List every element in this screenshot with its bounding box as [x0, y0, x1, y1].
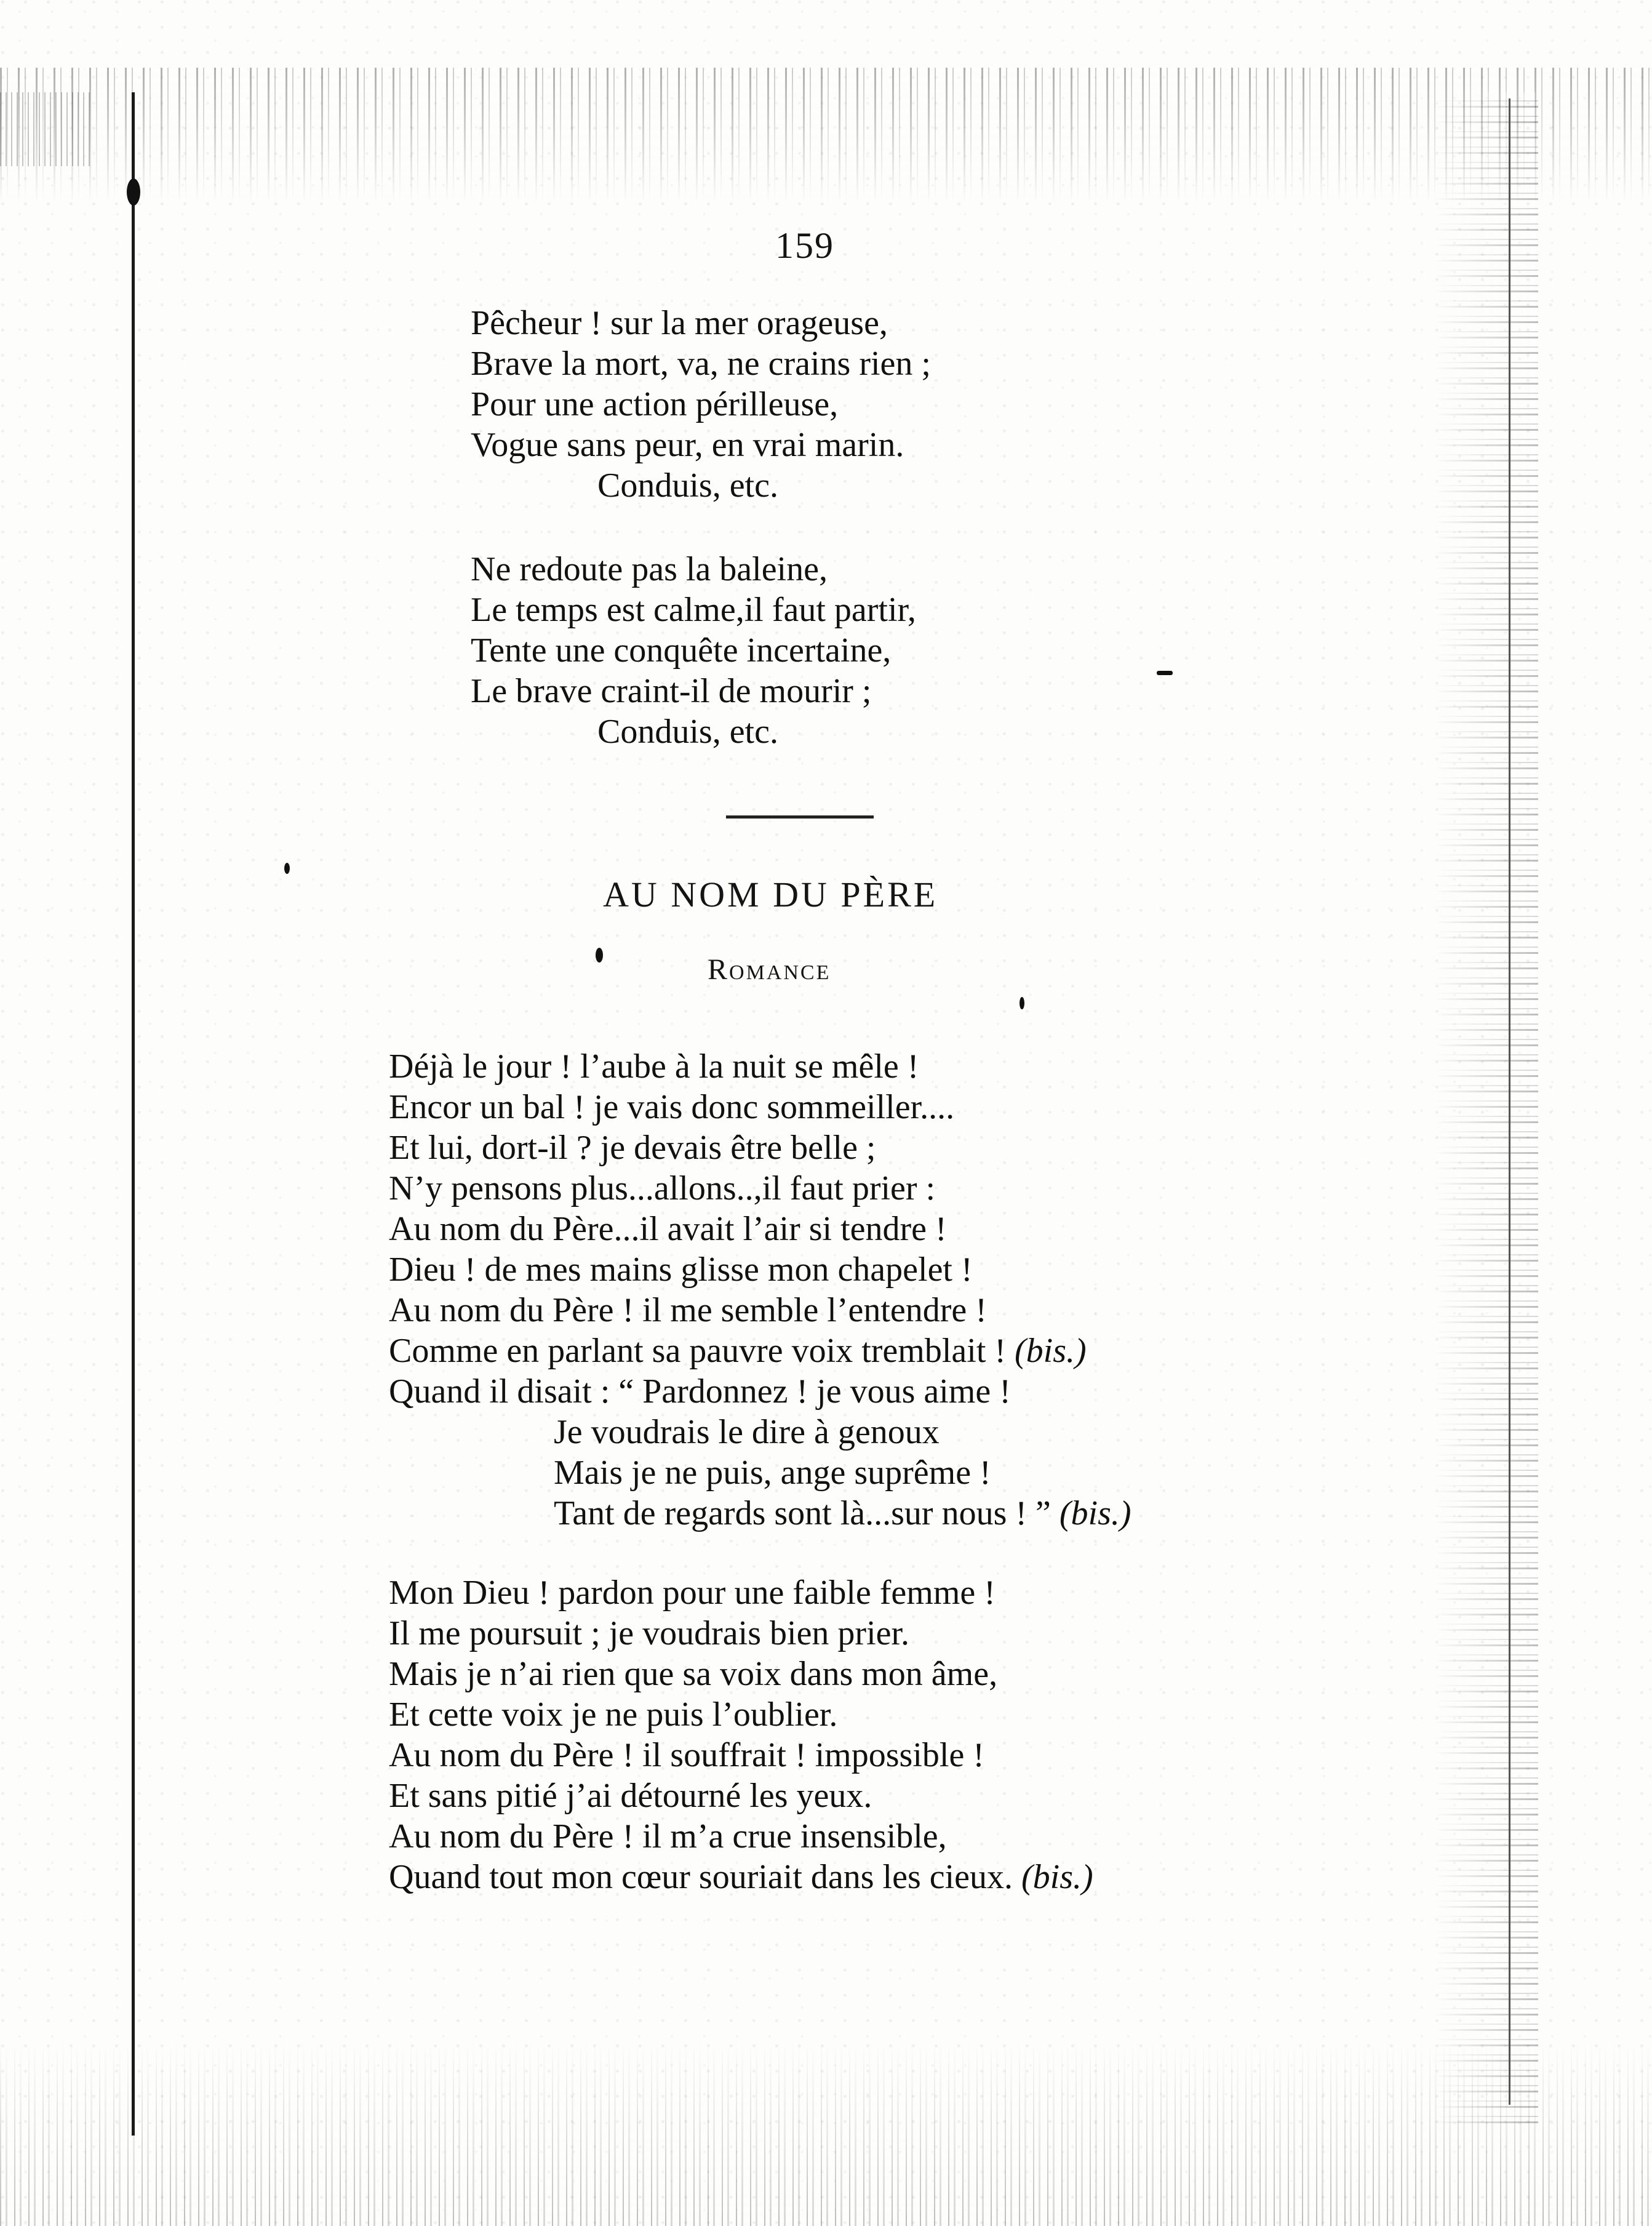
page-number: 159: [775, 225, 834, 266]
verse-line: Au nom du Père ! il souffrait ! impossible !: [389, 1736, 984, 1774]
scan-noise-top: [0, 68, 1652, 203]
refrain-line: Conduis, etc.: [597, 713, 778, 751]
verse-line: Tente une conquête incertaine,: [471, 631, 892, 670]
refrain-line: Conduis, etc.: [597, 466, 778, 505]
verse-line: Brave la mort, va, ne crains rien ;: [471, 345, 931, 383]
verse-line: Ne redoute pas la baleine,: [471, 550, 828, 588]
stanza-2: [471, 549, 916, 752]
verse-line: N’y pensons plus...allons..,il faut prier :: [389, 1169, 936, 1207]
scan-noise-bottom: [0, 2043, 1652, 2226]
verse-line: Au nom du Père...il avait l’air si tendre !: [389, 1210, 947, 1248]
verse-line: Mais je n’ai rien que sa voix dans mon âme,: [389, 1655, 998, 1693]
verse-line-indented: Mais je ne puis, ange suprême !: [554, 1454, 991, 1492]
verse-line: Le brave craint-il de mourir ;: [471, 672, 872, 710]
verse-line-indented: [389, 1493, 1131, 1534]
verse-line: Pour une action périlleuse,: [471, 385, 839, 423]
verse-line: Pêcheur ! sur la mer orageuse,: [471, 304, 888, 342]
verse-line: [389, 1331, 1131, 1371]
verse-line: Mon Dieu ! pardon pour une faible femme !: [389, 1574, 996, 1612]
verse-text: Tant de regards sont là...sur nous ! ”: [554, 1494, 1051, 1532]
scan-noise-left: [0, 92, 92, 166]
stanza-3: [389, 1046, 1131, 1534]
verse-line: Encor un bal ! je vais donc sommeiller....: [389, 1088, 955, 1126]
verse-line: Vogue sans peur, en vrai marin.: [471, 426, 904, 464]
stanza-4: [389, 1572, 1093, 1897]
ink-blot: [284, 863, 290, 874]
verse-line: Dieu ! de mes mains glisse mon chapelet !: [389, 1251, 973, 1289]
verse-line: Au nom du Père ! il m’a crue insensible,: [389, 1817, 947, 1856]
verse-text: Quand tout mon cœur souriait dans les cieux.: [389, 1858, 1013, 1896]
ink-blot: [127, 178, 140, 206]
song-subtitle: Romance: [708, 953, 831, 986]
verse-line: Il me poursuit ; je voudrais bien prier.: [389, 1614, 910, 1652]
song-title: AU NOM DU PÈRE: [603, 875, 938, 915]
verse-text: Comme en parlant sa pauvre voix tremblait !: [389, 1332, 1007, 1370]
binding-margin-line: [132, 92, 135, 2136]
bis-marker: (bis.): [1059, 1494, 1131, 1532]
bis-marker: (bis.): [1015, 1332, 1087, 1370]
ink-blot: [1020, 997, 1024, 1009]
ink-blot: [1157, 671, 1173, 675]
page-edge-line: [1509, 98, 1510, 2105]
verse-line: Le temps est calme,il faut partir,: [471, 591, 916, 629]
verse-line: Au nom du Père ! il me semble l’entendre !: [389, 1291, 987, 1329]
verse-line: [389, 1857, 1093, 1897]
bis-marker: (bis.): [1021, 1858, 1093, 1896]
verse-line: Déjà le jour ! l’aube à la nuit se mêle !: [389, 1047, 919, 1086]
verse-line: Et cette voix je ne puis l’oublier.: [389, 1696, 838, 1734]
stanza-1: [471, 303, 931, 506]
verse-line: Quand il disait : “ Pardonnez ! je vous aime !: [389, 1372, 1011, 1411]
ink-blot: [596, 948, 603, 963]
section-divider: [726, 815, 874, 819]
verse-line: Et sans pitié j’ai détourné les yeux.: [389, 1777, 872, 1815]
verse-line-indented: Je voudrais le dire à genoux: [554, 1413, 940, 1451]
verse-line: Et lui, dort-il ? je devais être belle ;: [389, 1129, 876, 1167]
scan-noise-right: [1434, 92, 1538, 2123]
